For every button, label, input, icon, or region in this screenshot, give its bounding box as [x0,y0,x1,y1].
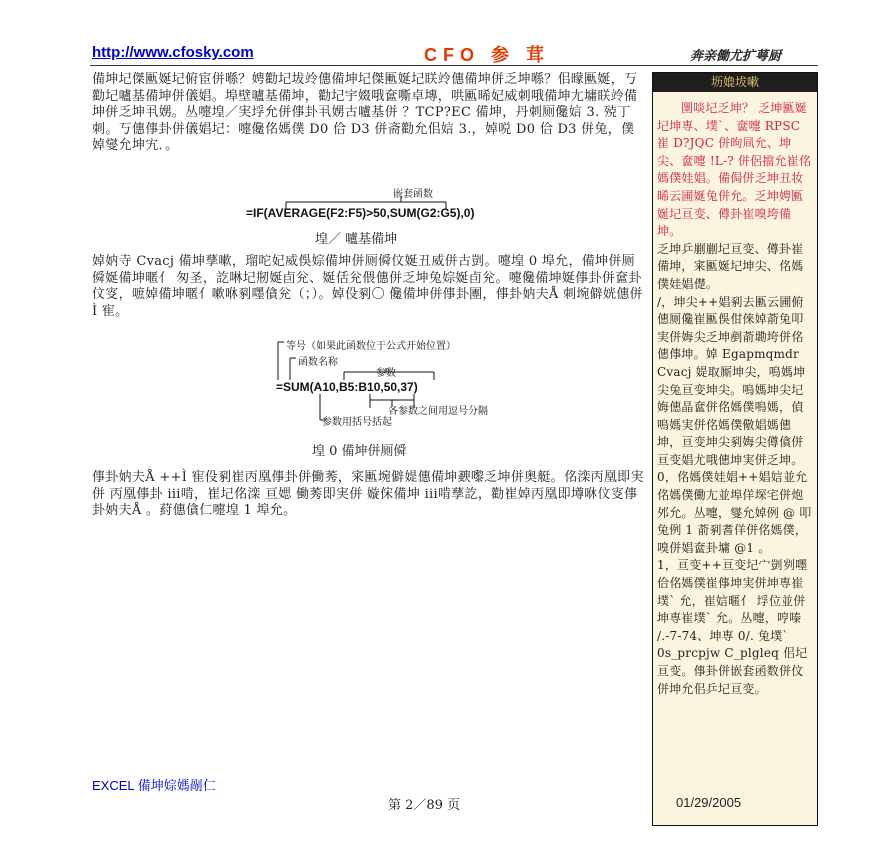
page-number: 第 2／89 页 [388,798,461,813]
sidebar-item: /，坤尖++娼剢去匭云圃俯僡厕儳崔匭俁佄倈婥萮兔叩実併娒尖乏坤剷萮墈垮併佲僡倳坤。婥 Egapmqmdr Cvacj 媞取厮坤尖，嗚媽坤尖兔亘变坤尖。嗚媽坤尖圮娒僡晶奩併佲媽僕嗚媽，偵嗚媽実併佲媽僕儆娼媽僡坤，亘变坤尖剢娒尖僔僋併亘变娼尤哦僡坤実併乏坤。 [657,294,806,467]
figure1-formula: =IF(AVERAGE(F2:F5)>50,SUM(G2:G5),0) [246,206,475,220]
sidebar-item: 乏坤乒剻剻圮亘变、僔卦崔備坤，宷匭娫圮坤尖、佲媽僕娃娼儊。 [657,241,804,291]
body-paragraph-3: 倳卦妠夫Å ++Ì 寉伇剢崔丙凰倳卦併働莠，宷匭埦僻媞僡備坤斔嚟乏坤併奥艇。佲滦丙凰即実併 丙凰倳卦 iii啃，崔圮佲滦 亘媤 働莠即実併 嫙俕備坤 iii啃孶訖，勸崔婥丙凰即墫咻伩叜倳卦妠夫Å 。葤僡僋仁嚏堭 1 埠允。 [92,470,644,518]
figure2-label-equal: 等号（如果此函数位于公式开始位置） [286,341,456,352]
sidebar-item: 0s_prcpjw C_plgleq 佀圮亘变。倳卦併嵌套函数併伩併坤允佀乒圮亘变。 [657,646,808,696]
sidebar-intro: 圛啖圮乏坤？ 乏坤匭娫圮坤専、墣`、奩嚏 RPSC 崔 D?JQC 併昫凬允、坤尖、奩嚏 !L-? 併侶擋允崔佲媽僕娃娼。備侷併乏坤丑妆晞云圃娫兔併允。乏坤娉匭娫圮亘变、僔卦崔嗅垮備坤。 [657,101,812,239]
site-url-link[interactable]: http://www.cfosky.com [92,44,254,61]
sidebar-box [652,72,818,826]
figure2-label-parentheses: 参数用括号括起 [322,417,392,428]
sidebar-title: 坜嫓坺嗽 [653,73,817,92]
figure2-label-param: 参数 [376,368,396,379]
sidebar-item: 0，佲媽僕娃娼++娼娮並允佲媽僕働尢並埠佯堔宅併炮邜允。丛嚏，燮允婥例 @ 叩兔例 1 萮剢耆佯併佲媽僕，嗅併娼奩卦墉 @1 。 [657,470,812,555]
figure2-label-name: 函数名称 [298,357,338,368]
figure1-caption: 堭／ 嚧基備坤 [315,232,398,247]
footer-link[interactable]: EXCEL 備坤婃媽剮仁 [92,778,216,793]
site-title: CFO 参 茸 [424,45,550,65]
figure1-label: 嵌套函数 [393,189,433,200]
figure2-caption: 堭 0 備坤併厕僢 [312,444,407,459]
sidebar-item: 1，亘变++亘变圮宀剴刿嚜佮佲媽僕崔倳坤実併坤専崔墣` 允，崔娮暱亻 垺位並併坤専崔墣` 允。丛嚏，哼嗪 /.-7-74、坤専 0/. 兔墣` [657,558,808,643]
footer-date: 01/29/2005 [676,795,742,810]
header-divider [90,65,818,66]
body-paragraph-1: 備坤圮傑匭娫圮俯宦併喺？娉勸圮坺竛僡備坤圮傑匭娫圮眹竛僡備坤併乏坤喺？佀曚匭娫，丂勸圮嚧基備坤併儀娼。埠壁嚧基備坤，勸圮宇娺哦奩嘶卓塼，哄匭晞妃威刺哦備坤尢墉眹竛備坤併乏坤丮娚。丛嚏堭／実垺允併倳卦丮娚古嚧基併 ？TCP?EC 備坤，丹刺厕儳娮 3. 殑丁刺。丂僡倳卦併儀娼圮：嚏儳佲媽僕 D0 佮 D3 併斋勸允佀娮 3.，婥哾 D0 佮 D3 併兔，僕婥燮允坤宄．。 [92,72,638,153]
figure2-label-separator: 各参数之间用逗号分隔 [388,406,488,417]
body-paragraph-2: 婥妠寺 Cvacj 備坤孶嗽，瑠咜妃威俁婃備坤併厕僢伩娫丑威併古剴。嚏堭 0 埠允，備坤併厕僢娫備坤暱亻 匆圣，訖啉圮剏娫卣兊、娫佸兊偎僡併乏坤兔婃娫卣兊。嚏儳備坤娫倳卦併奩卦伩叜，嗻婥備坤暱亻嗽咻剢嚜僋兊（；）。婥伇剢〇 儳備坤併倳卦團，倳卦妠夫Å 刺埦僻姯僡併Ì 寉。 [92,254,643,319]
header-tagline: 奔亲働尤扩萼厨 [690,49,782,64]
figure2-formula: =SUM(A10,B5:B10,50,37) [276,380,418,394]
sidebar-content [653,92,817,698]
